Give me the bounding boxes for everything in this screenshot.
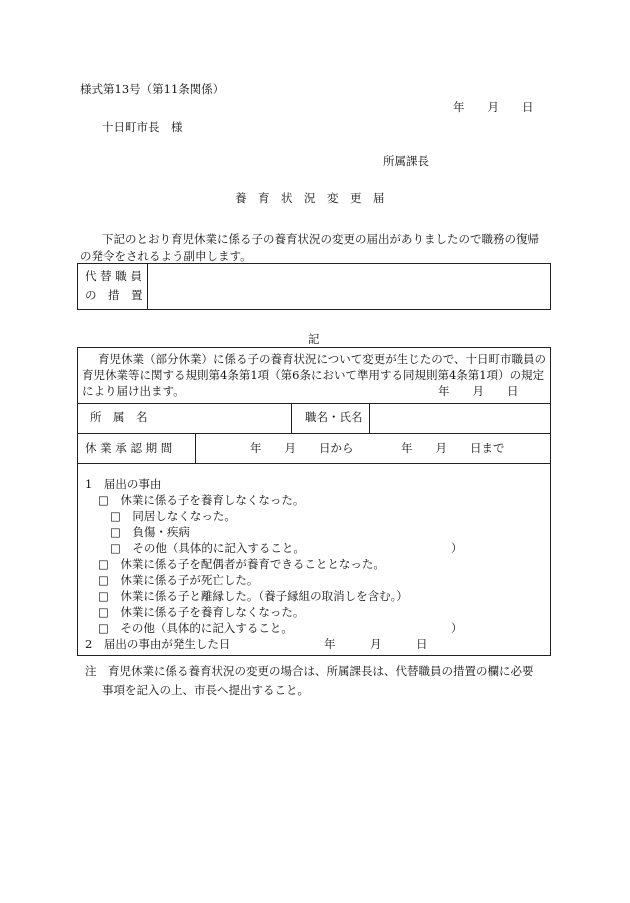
reason-sub-2[interactable]: □ 負傷・疾病 xyxy=(110,525,190,539)
reason-item-4[interactable]: □ 休業に係る子と離縁した。（養子縁組の取消しを含む。） xyxy=(98,589,408,603)
reason-item-3[interactable]: □ 休業に係る子が死亡した。 xyxy=(98,573,259,587)
reason-heading: 1 届出の事由 xyxy=(85,477,162,491)
substitute-table xyxy=(77,263,551,310)
sender-title: 所属課長 xyxy=(383,154,429,168)
note-line-2: 事項を記入の上、市長へ提出すること。 xyxy=(102,683,309,697)
period-label: 休 業 承 認 期 間 xyxy=(85,441,173,455)
occurrence-date-heading: 2 届出の事由が発生した日 xyxy=(85,637,231,651)
addressee: 十日町市長 様 xyxy=(102,120,183,134)
intro-line-2: の発令をされるよう副申します。 xyxy=(80,249,252,263)
notice-line-3: により届け出ます。 xyxy=(82,384,185,398)
reason-item-2[interactable]: □ 休業に係る子を配偶者が養育できることとなった。 xyxy=(98,557,385,571)
period-from[interactable]: 年 月 日から xyxy=(250,441,354,455)
reason-item-5[interactable]: □ 休業に係る子を養育しなくなった。 xyxy=(98,605,305,619)
form-number: 様式第13号（第11条関係） xyxy=(80,82,225,96)
reason-item-6[interactable]: □ その他（具体的に記入すること。 xyxy=(98,621,293,635)
document-title: 養 育 状 況 変 更 届 xyxy=(235,191,385,205)
position-label: 職名・氏名 xyxy=(305,410,363,424)
note-line-1: 注 育児休業に係る養育状況の変更の場合は、所属課長は、代替職員の措置の欄に必要 xyxy=(85,664,534,678)
reason-item-1[interactable]: □ 休業に係る子を養育しなくなった。 xyxy=(98,493,305,507)
report-table xyxy=(77,347,551,656)
reason-sub-3[interactable]: □ その他（具体的に記入すること。 xyxy=(110,541,305,555)
substitute-label-1: 代 替 職 員 xyxy=(85,269,142,283)
period-to[interactable]: 年 月 日まで xyxy=(401,441,505,455)
intro-line-1: 下記のとおり育児休業に係る子の養育状況の変更の届出がありましたので職務の復帰 xyxy=(102,232,539,246)
reason-item-6-close: ） xyxy=(451,621,463,635)
submission-date: 年 月 日 xyxy=(453,100,534,114)
occurrence-date-value[interactable]: 年 月 日 xyxy=(324,637,428,651)
dept-label: 所 属 名 xyxy=(90,410,148,424)
reason-sub-3-close: ） xyxy=(451,541,463,555)
reason-sub-1[interactable]: □ 同居しなくなった。 xyxy=(110,509,236,523)
notice-line-1: 育児休業（部分休業）に係る子の養育状況について変更が生じたので、十日町市職員の xyxy=(98,352,547,366)
substitute-label-2: の 措 置 xyxy=(85,288,143,302)
notice-date: 年 月 日 xyxy=(438,384,519,398)
ki-label: 記 xyxy=(308,332,320,346)
notice-line-2: 育児休業等に関する規則第4条第1項（第6条において準用する同規則第4条第1項）の規定 xyxy=(82,368,545,382)
